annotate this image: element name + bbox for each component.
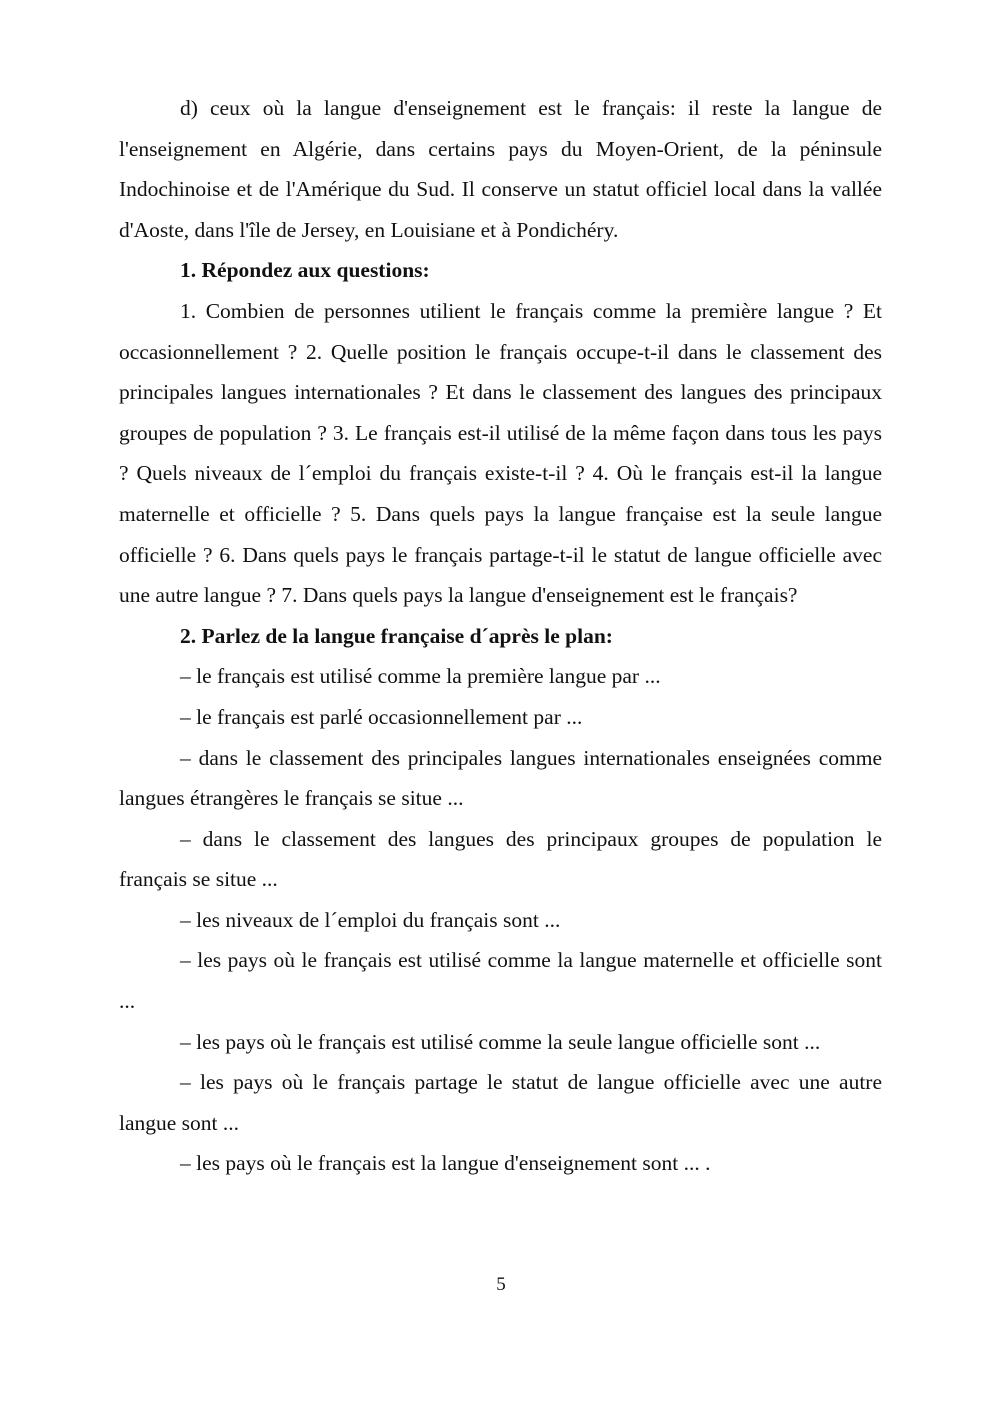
plan-item: – les pays où le français est la langue d'enseignement sont ... . bbox=[180, 1151, 711, 1176]
plan-item: – les pays où le français partage le statut de langue officielle avec une autre langue sont ... bbox=[119, 1070, 882, 1135]
intro-paragraph: d) ceux où la langue d'enseignement est le français: il reste la langue de l'enseignement en Algérie, dans certains pays du Moyen-Orient, de la péninsule Indochinoise et de l'Amérique du Sud. Il conserve un statut officiel local dans la vallée d'Aoste, dans l'île de Jersey, en Louisiane et à Pondichéry. bbox=[119, 96, 882, 242]
plan-item: – le français est parlé occasionnellement par ... bbox=[180, 704, 583, 729]
page-body bbox=[119, 88, 882, 1184]
plan-item: – dans le classement des principales langues internationales enseignées comme langues étrangères le français se situe ... bbox=[119, 745, 882, 811]
plan-item: – dans le classement des langues des principaux groupes de population le français se situe ... bbox=[119, 826, 882, 892]
plan-item: – les pays où le français est utilisé comme la seule langue officielle sont ... bbox=[180, 1029, 821, 1054]
page-number: 5 bbox=[496, 1274, 506, 1295]
exercise-1-title: 1. Répondez aux questions: bbox=[180, 258, 430, 283]
exercise-2-title: 2. Parlez de la langue française d´après le plan: bbox=[180, 623, 613, 648]
plan-item: – le français est utilisé comme la première langue par ... bbox=[180, 664, 661, 689]
plan-item: – les pays où le français est utilisé comme la langue maternelle et officielle sont ... bbox=[119, 948, 882, 1014]
plan-item: – les niveaux de l´emploi du français sont ... bbox=[180, 907, 561, 932]
exercise-1-questions: 1. Combien de personnes utilient le français comme la première langue ? Et occasionnellement ? 2. Quelle position le français occupe-t-il dans le classement des principales langues internationales ? Et dans le classement des langues des principaux groupes de population ? 3. Le français est-il utilisé de la même façon dans tous les pays ? Quels niveaux de l´emploi du français existe-t-il ? 4. Où le français est-il la langue maternelle et officielle ? 5. Dans quels pays la langue française est la seule langue officielle ? 6. Dans quels pays le français partage-t-il le statut de langue officielle avec une autre langue ? 7. Dans quels pays la langue d'enseignement est le français? bbox=[119, 298, 882, 608]
